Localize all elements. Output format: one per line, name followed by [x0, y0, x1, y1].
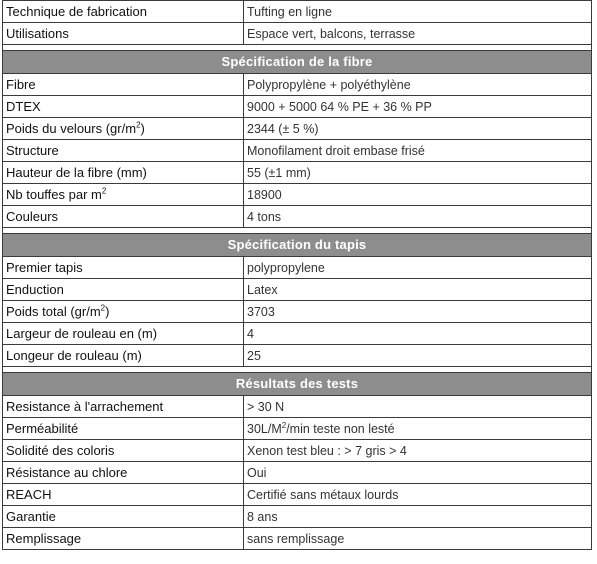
- spec-table: [2, 0, 592, 550]
- spec-row: [3, 418, 592, 440]
- spec-row: [3, 528, 592, 550]
- section-header-tapis: [3, 234, 592, 257]
- spec-row: [3, 206, 592, 228]
- superscript: 2: [100, 303, 106, 313]
- spec-row: [3, 462, 592, 484]
- row-value: 4 tons: [244, 206, 592, 228]
- row-value: Certifié sans métaux lourds: [244, 484, 592, 506]
- row-value: polypropylene: [244, 257, 592, 279]
- row-label: Perméabilité: [3, 418, 244, 440]
- row-value: 9000 + 5000 64 % PE + 36 % PP: [244, 96, 592, 118]
- row-label: Fibre: [3, 74, 244, 96]
- superscript: 2: [101, 186, 107, 196]
- row-label: Structure: [3, 140, 244, 162]
- row-value: 8 ans: [244, 506, 592, 528]
- spec-sheet: [2, 0, 592, 550]
- section-title: Spécification de la fibre: [3, 51, 592, 74]
- row-value: Latex: [244, 279, 592, 301]
- spec-row: [3, 23, 592, 45]
- section-header-fibre: [3, 51, 592, 74]
- spec-row: [3, 323, 592, 345]
- row-value: Tufting en ligne: [244, 1, 592, 23]
- row-label: REACH: [3, 484, 244, 506]
- spec-row: [3, 162, 592, 184]
- superscript: 2: [281, 420, 287, 430]
- row-label: Technique de fabrication: [3, 1, 244, 23]
- row-value: [244, 418, 592, 440]
- spec-row: [3, 440, 592, 462]
- row-label: Remplissage: [3, 528, 244, 550]
- spec-row: [3, 140, 592, 162]
- row-label: Largeur de rouleau en (m): [3, 323, 244, 345]
- row-value: Xenon test bleu : > 7 gris > 4: [244, 440, 592, 462]
- spec-row: [3, 484, 592, 506]
- row-label: Résistance au chlore: [3, 462, 244, 484]
- spec-row: [3, 74, 592, 96]
- section-header-tests: [3, 373, 592, 396]
- row-label: Couleurs: [3, 206, 244, 228]
- spec-row: [3, 506, 592, 528]
- row-label: DTEX: [3, 96, 244, 118]
- row-value: 3703: [244, 301, 592, 323]
- superscript: 2: [136, 120, 141, 130]
- spec-row: [3, 396, 592, 418]
- value-text: 30L/M: [247, 421, 282, 436]
- spec-row: [3, 301, 592, 323]
- row-value: Monofilament droit embase frisé: [244, 140, 592, 162]
- row-label: [3, 118, 244, 140]
- row-label: [3, 184, 244, 206]
- row-label: [3, 301, 244, 323]
- row-label: Enduction: [3, 279, 244, 301]
- label-tail: ): [140, 120, 145, 136]
- label-text: Poids total (gr/m: [6, 303, 101, 319]
- row-label: Resistance à l'arrachement: [3, 396, 244, 418]
- row-label: Longeur de rouleau (m): [3, 345, 244, 367]
- label-text: Poids du velours (gr/m: [6, 120, 137, 136]
- row-value: 25: [244, 345, 592, 367]
- row-value: Oui: [244, 462, 592, 484]
- spec-row: [3, 257, 592, 279]
- label-text: Nb touffes par m: [6, 186, 102, 202]
- row-value: Espace vert, balcons, terrasse: [244, 23, 592, 45]
- row-label: Premier tapis: [3, 257, 244, 279]
- row-value: > 30 N: [244, 396, 592, 418]
- spec-row: [3, 118, 592, 140]
- row-value: 18900: [244, 184, 592, 206]
- row-label: Hauteur de la fibre (mm): [3, 162, 244, 184]
- spec-row: [3, 184, 592, 206]
- spec-row: [3, 96, 592, 118]
- spec-row: [3, 279, 592, 301]
- section-title: Spécification du tapis: [3, 234, 592, 257]
- spec-row: [3, 1, 592, 23]
- section-title: Résultats des tests: [3, 373, 592, 396]
- spec-row: [3, 345, 592, 367]
- row-value: sans remplissage: [244, 528, 592, 550]
- label-tail: ): [105, 303, 110, 319]
- row-label: Solidité des coloris: [3, 440, 244, 462]
- row-value: Polypropylène + polyéthylène: [244, 74, 592, 96]
- row-label: Utilisations: [3, 23, 244, 45]
- row-value: 2344 (± 5 %): [244, 118, 592, 140]
- row-value: 4: [244, 323, 592, 345]
- value-tail: /min teste non lesté: [286, 421, 395, 436]
- row-value: 55 (±1 mm): [244, 162, 592, 184]
- row-label: Garantie: [3, 506, 244, 528]
